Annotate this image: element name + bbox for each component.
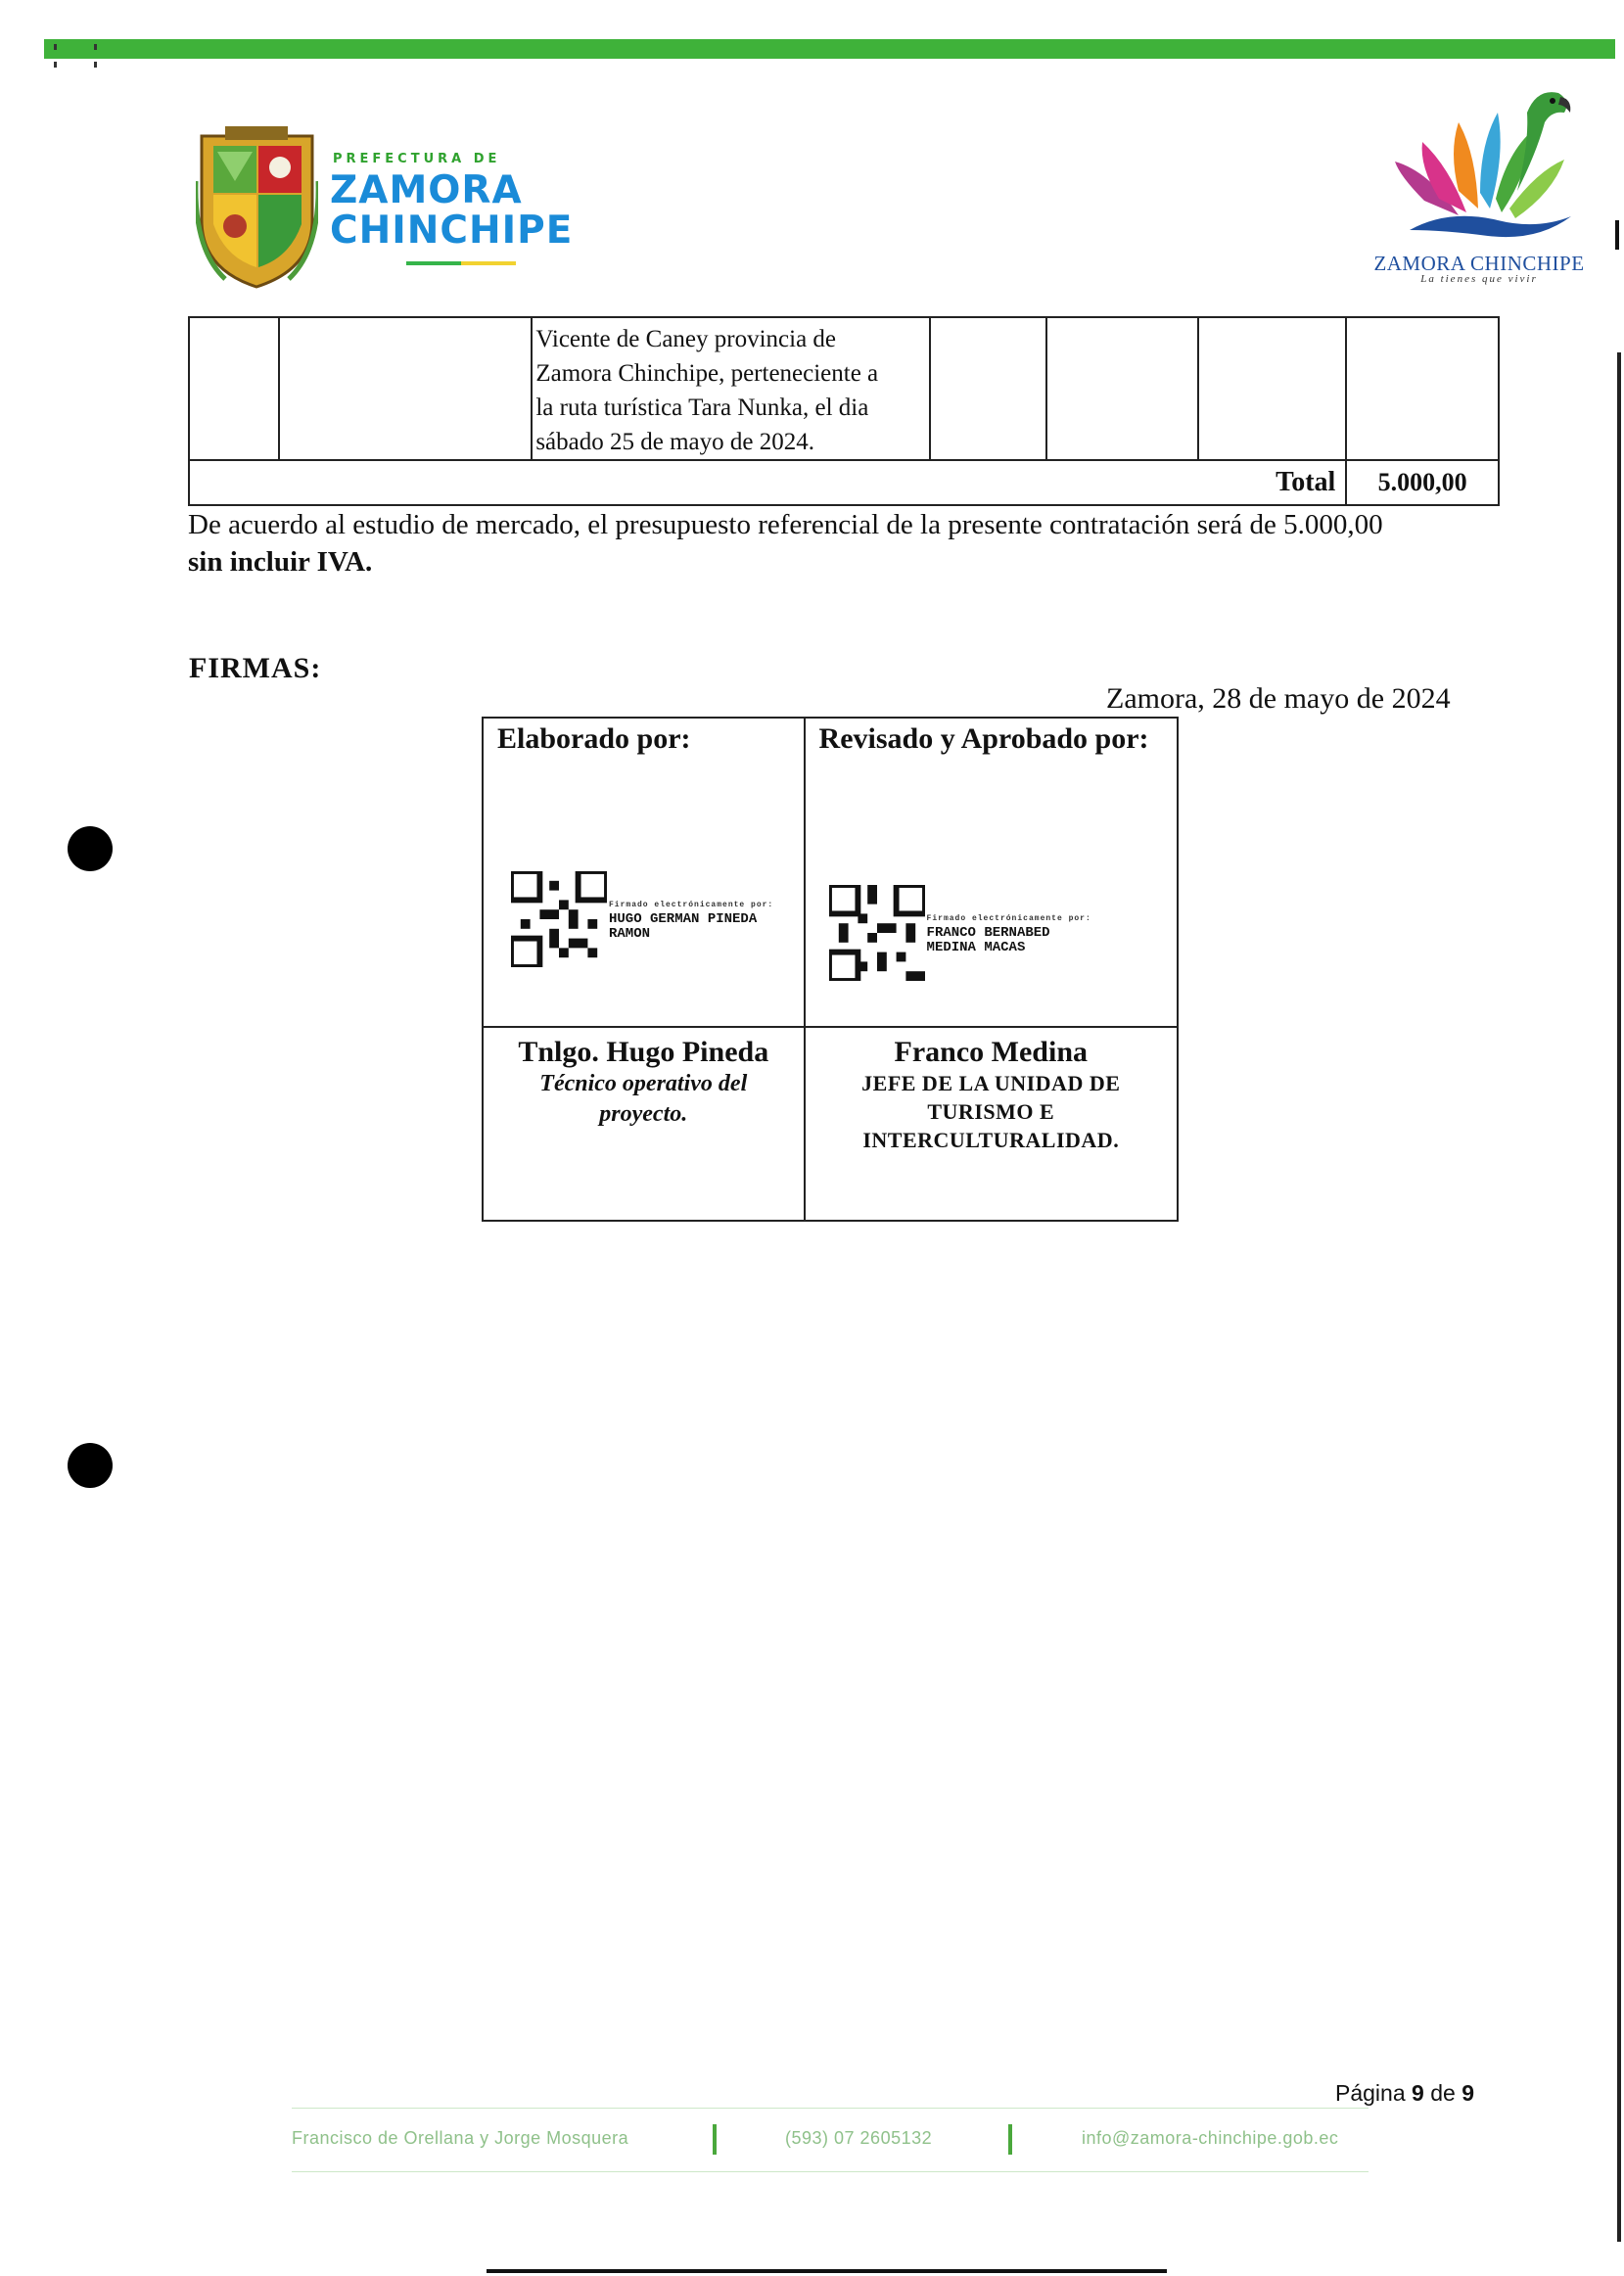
total-label: Total xyxy=(189,460,1346,505)
signature-cell-revisado xyxy=(805,718,1178,1027)
page-current: 9 xyxy=(1412,2080,1424,2106)
stamp-signer-name xyxy=(609,912,757,942)
table-cell xyxy=(1198,317,1347,460)
page-total: 9 xyxy=(1462,2080,1474,2106)
logo-underline xyxy=(406,261,516,265)
signer-info-cell xyxy=(805,1027,1178,1221)
table-cell xyxy=(1346,317,1499,460)
stamp-signer-line: MEDINA MACAS xyxy=(926,940,1026,955)
table-cell xyxy=(1046,317,1198,460)
description-line: sábado 25 de mayo de 2024. xyxy=(535,429,814,455)
punch-hole xyxy=(68,1443,113,1488)
table-cell xyxy=(930,317,1046,460)
logo-small-text: PREFECTURA DE xyxy=(333,152,501,166)
coat-of-arms-icon xyxy=(196,122,318,289)
signer-info-cell xyxy=(483,1027,805,1221)
description-line: la ruta turística Tara Nunka, el dia xyxy=(535,395,869,421)
qr-code-icon xyxy=(829,885,925,981)
column-header: Revisado y Aprobado por: xyxy=(818,722,1149,755)
footer-divider xyxy=(292,2108,1369,2109)
stamp-caption: Firmado electrónicamente por: xyxy=(926,914,1091,923)
footer-address: Francisco de Orellana y Jorge Mosquera xyxy=(292,2128,629,2148)
description-line: Zamora Chinchipe, perteneciente a xyxy=(535,360,879,387)
header-green-bar xyxy=(44,39,1615,59)
stamp-signer-line: HUGO GERMAN PINEDA xyxy=(609,911,758,927)
stamp-signer-line: RAMON xyxy=(609,926,651,942)
table-cell xyxy=(279,317,532,460)
total-value: 5.000,00 xyxy=(1346,460,1499,505)
signer-name: Tnlgo. Hugo Pineda xyxy=(518,1036,769,1068)
footer-email: info@zamora-chinchipe.gob.ec xyxy=(1082,2128,1339,2148)
punch-hole xyxy=(68,826,113,871)
page-mid: de xyxy=(1423,2080,1462,2106)
brand-tagline: La tienes que vivir xyxy=(1420,273,1538,285)
footer-separator xyxy=(713,2124,717,2155)
parrot-leaves-icon xyxy=(1390,83,1576,250)
stamp-caption: Firmado electrónicamente por: xyxy=(609,901,774,909)
stamp-signer-name xyxy=(927,926,1050,955)
description-cell xyxy=(532,317,929,460)
scan-edge-line xyxy=(1617,352,1621,2242)
signer-role-line: TURISMO E xyxy=(927,1099,1055,1124)
signer-role-line: proyecto. xyxy=(599,1101,688,1127)
footer-divider xyxy=(292,2171,1369,2172)
table-row xyxy=(483,1027,1178,1221)
stamp-signer-line: FRANCO BERNABED xyxy=(926,925,1050,941)
items-table xyxy=(188,316,1500,506)
page-number xyxy=(1335,2080,1474,2107)
budget-paragraph xyxy=(188,506,1519,581)
table-cell xyxy=(189,317,279,460)
signature-table xyxy=(482,717,1179,1222)
budget-text: De acuerdo al estudio de mercado, el presupuesto referencial de la presente contratación será de 5.000,00 xyxy=(188,509,1383,540)
electronic-signature-stamp xyxy=(497,871,790,979)
scan-edge-mark xyxy=(1615,220,1624,250)
total-row xyxy=(189,460,1499,505)
qr-code-icon xyxy=(511,871,607,967)
footer-phone: (593) 07 2605132 xyxy=(785,2128,933,2148)
signer-role-line: INTERCULTURALIDAD. xyxy=(862,1128,1120,1152)
electronic-signature-stamp xyxy=(819,885,1163,993)
signatures-heading: FIRMAS: xyxy=(189,652,322,684)
logo-title-line2: CHINCHIPE xyxy=(330,209,574,253)
footer-separator xyxy=(1008,2124,1012,2155)
brand-name: ZAMORA CHINCHIPE xyxy=(1373,252,1585,275)
prefectura-logo xyxy=(196,122,574,294)
signer-name: Franco Medina xyxy=(894,1036,1089,1068)
scan-marks xyxy=(54,37,171,47)
budget-bold-text: sin incluir IVA. xyxy=(188,546,373,578)
signer-role-line: Técnico operativo del xyxy=(539,1071,748,1096)
signature-cell-elaborado xyxy=(483,718,805,1027)
zamora-chinchipe-brand-logo xyxy=(1366,83,1586,289)
page-prefix: Página xyxy=(1335,2080,1413,2106)
logo-title-line1: ZAMORA xyxy=(330,168,523,212)
scan-bottom-line xyxy=(487,2269,1167,2273)
signer-role-line: JEFE DE LA UNIDAD DE xyxy=(861,1071,1121,1095)
description-line: Vicente de Caney provincia de xyxy=(535,326,837,352)
table-row xyxy=(189,317,1499,460)
column-header: Elaborado por: xyxy=(497,722,691,755)
table-row xyxy=(483,718,1178,1027)
signature-date: Zamora, 28 de mayo de 2024 xyxy=(1106,682,1451,715)
